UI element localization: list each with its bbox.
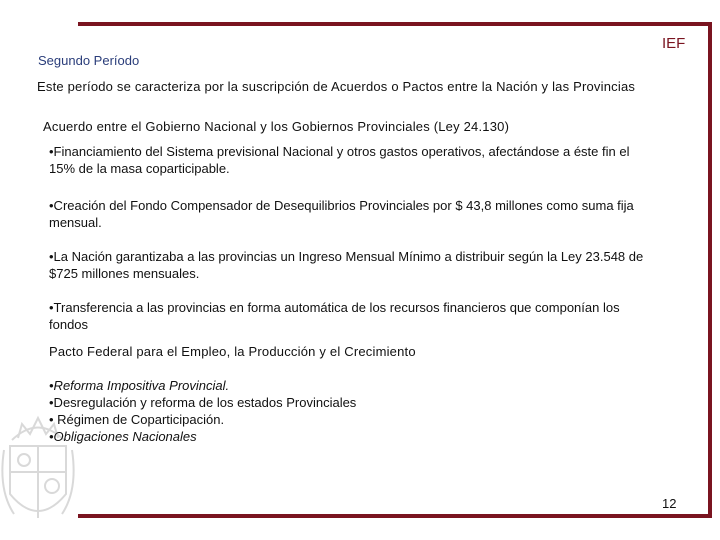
slide-frame-top — [78, 22, 712, 26]
ief-logo: IEF — [662, 35, 686, 52]
agreement-subheading: Acuerdo entre el Gobierno Nacional y los Gobiernos Provinciales (Ley 24.130) — [43, 119, 510, 134]
bullet-item: •La Nación garantizaba a las provincias un Ingreso Mensual Mínimo a distribuir según la Ley 23.548 de $725 millones mensuales. — [49, 249, 644, 281]
list-item: •Obligaciones Nacionales — [49, 429, 197, 444]
list-item: •Desregulación y reforma de los estados Provinciales — [49, 395, 357, 410]
page-number: 12 — [662, 496, 677, 511]
section-title: Segundo Período — [38, 53, 140, 68]
pacto-heading: Pacto Federal para el Empleo, la Producción y el Crecimiento — [49, 344, 416, 359]
list-item: •Reforma Impositiva Provincial. — [49, 378, 230, 393]
bullet-item: •Financiamiento del Sistema previsional Nacional y otros gastos operativos, afectándose a éste fin el 15% de la masa coparticipable. — [49, 144, 630, 176]
bullet-item: •Transferencia a las provincias en forma automática de los recursos financieros que componían los fondos — [49, 300, 620, 332]
coat-of-arms-icon — [0, 410, 76, 540]
intro-paragraph: Este período se caracteriza por la suscripción de Acuerdos o Pactos entre la Nación y las Provincias — [37, 79, 636, 94]
slide-frame-bottom — [78, 514, 712, 518]
slide-frame-right — [708, 22, 712, 518]
list-item: • Régimen de Coparticipación. — [49, 412, 225, 427]
bullet-item: •Creación del Fondo Compensador de Desequilibrios Provinciales por $ 43,8 millones como suma fija mensual. — [49, 198, 634, 230]
agreement-bullets — [49, 143, 649, 333]
pacto-items — [49, 377, 356, 445]
